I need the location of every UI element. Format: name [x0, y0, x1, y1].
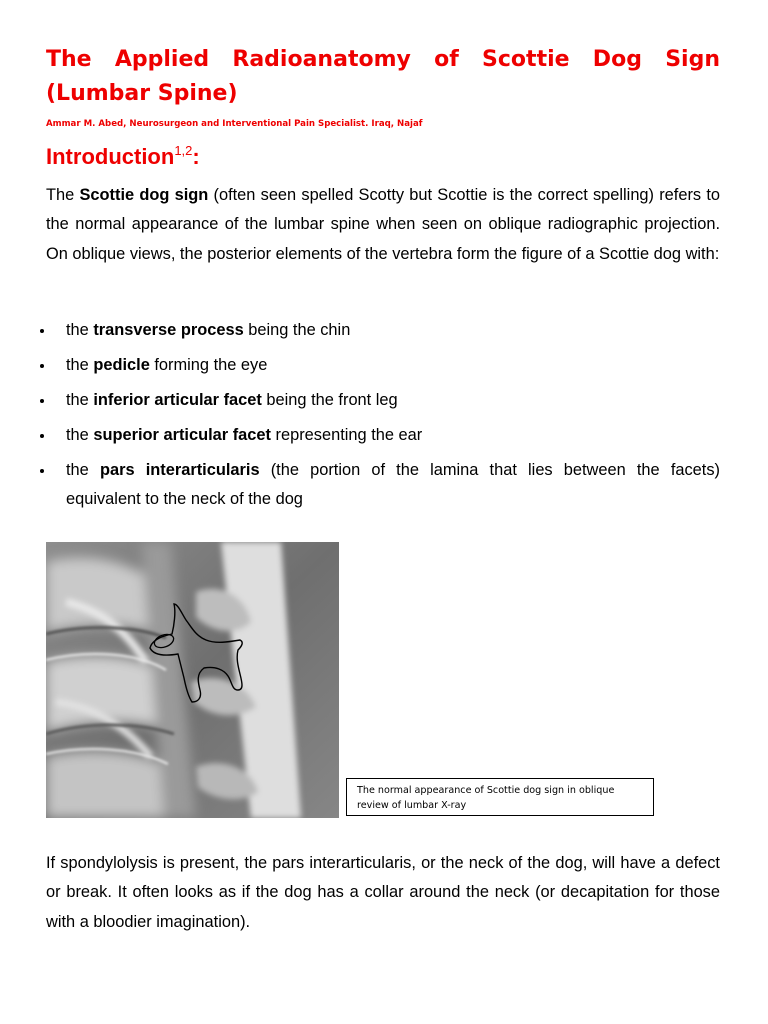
- bullet-post: being the chin: [243, 321, 351, 339]
- bullet-pre: the: [66, 356, 94, 374]
- document-title: The Applied Radioanatomy of Scottie Dog Sign (Lumbar Spine): [46, 47, 720, 106]
- section-heading-text: Introduction: [46, 144, 175, 169]
- bullet-term: superior articular facet: [93, 426, 271, 444]
- bullet-pre: the: [66, 426, 94, 444]
- bullet-term: pars interarticularis: [99, 461, 260, 479]
- bullet-dot-icon: [40, 329, 44, 333]
- anatomy-bullet-list: [46, 316, 720, 520]
- author-line: Ammar M. Abed, Neurosurgeon and Interventional Pain Specialist. Iraq, Najaf: [46, 119, 423, 129]
- bullet-post: being the front leg: [261, 391, 398, 409]
- intro-paragraph-post: (often seen spelled Scotty but Scottie is the correct spelling) refers to the normal appearance of the lumbar spine when seen on oblique radiographic projection. On oblique views, the posterior elements of the vertebra form the figure of a Scottie dog with:: [46, 186, 720, 263]
- bullet-dot-icon: [40, 434, 44, 438]
- bullet-item: [46, 351, 720, 380]
- bullet-item: [46, 456, 720, 514]
- bullet-post: representing the ear: [270, 426, 423, 444]
- bullet-post: forming the eye: [149, 356, 268, 374]
- bullet-pre: the: [66, 461, 100, 479]
- bullet-dot-icon: [40, 364, 44, 368]
- figure-caption: The normal appearance of Scottie dog sign in oblique review of lumbar X-ray: [346, 778, 654, 816]
- bullet-dot-icon: [40, 399, 44, 403]
- lumbar-xray-image: [46, 542, 339, 818]
- bullet-pre: the: [66, 321, 94, 339]
- bullet-post: (the portion of the lamina that lies between the facets) equivalent to the neck of the dog: [66, 461, 721, 508]
- section-heading-introduction: [46, 143, 200, 171]
- intro-paragraph-term: Scottie dog sign: [79, 186, 209, 204]
- bullet-item: [46, 421, 720, 450]
- intro-paragraph-pre: The: [46, 186, 80, 204]
- closing-paragraph: If spondylolysis is present, the pars interarticularis, or the neck of the dog, will have a defect or break. It often looks as if the dog has a collar around the neck (or decapitation for those with a bloodier imagination).: [46, 854, 720, 931]
- vertebral-bodies: [46, 542, 196, 818]
- bullet-item: [46, 386, 720, 415]
- bullet-term: pedicle: [93, 356, 150, 374]
- xray-illustration: [46, 542, 339, 818]
- bullet-dot-icon: [40, 469, 44, 473]
- bullet-term: inferior articular facet: [93, 391, 262, 409]
- intro-paragraph: [46, 181, 720, 269]
- bullet-pre: the: [66, 391, 94, 409]
- bullet-term: transverse process: [93, 321, 244, 339]
- bullet-item: [46, 316, 720, 345]
- section-heading-colon: :: [192, 144, 200, 169]
- reference-superscript: 1,2: [174, 143, 193, 158]
